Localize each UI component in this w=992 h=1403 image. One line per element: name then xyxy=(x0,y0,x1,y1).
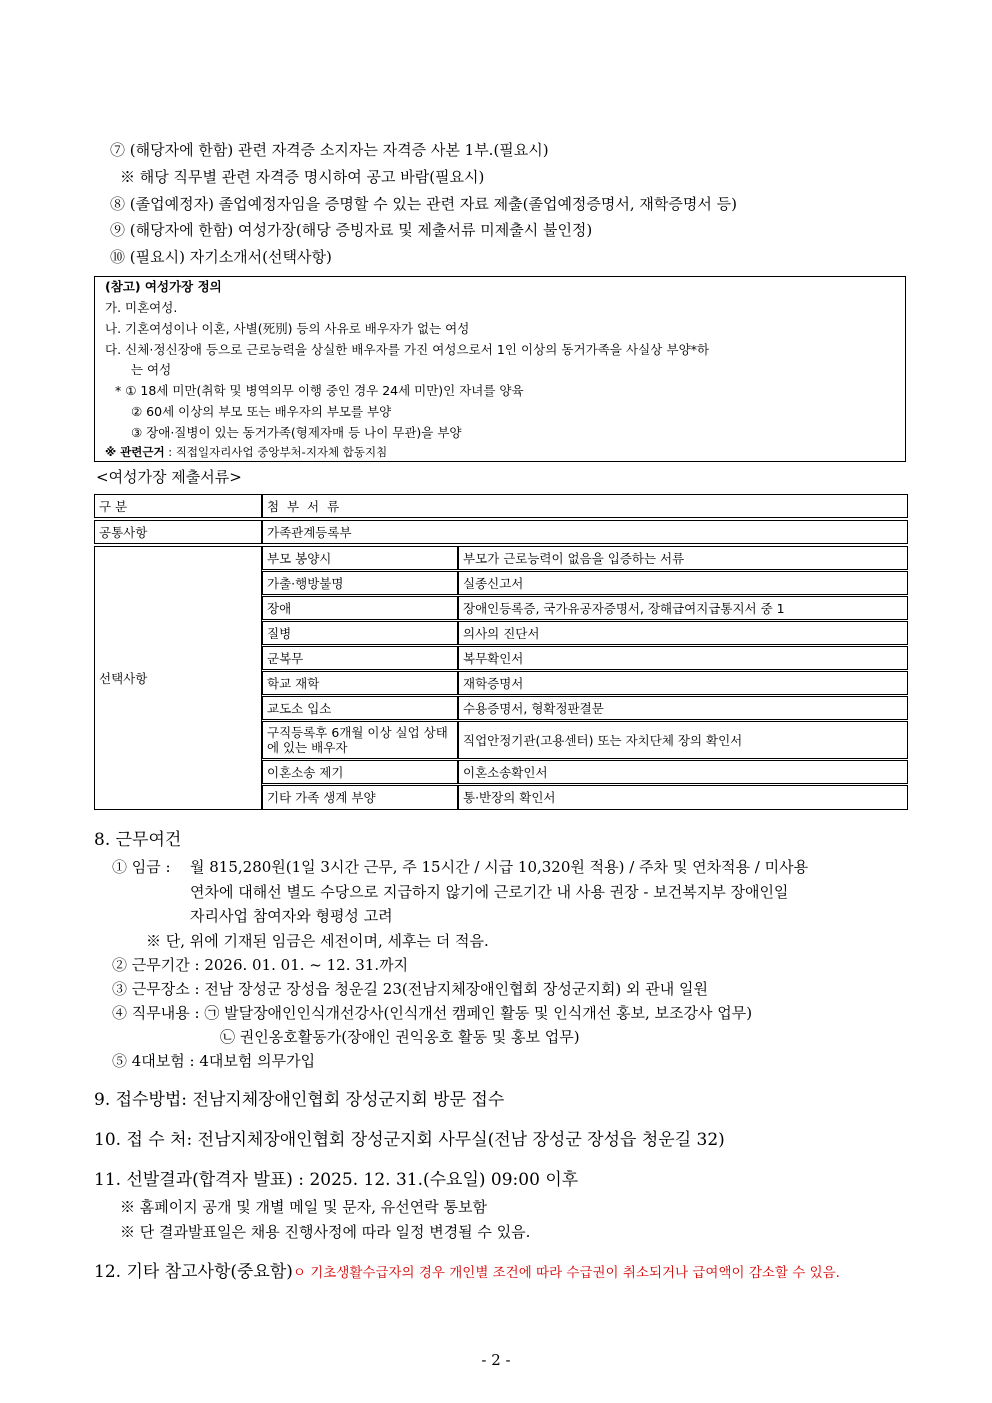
wage-line-2: 연차에 대해선 별도 수당으로 지급하지 않기에 근로기간 내 사용 권장 - 보건복지부 장애인일 xyxy=(190,883,789,901)
table-row-case: 가출·행방불명 xyxy=(262,571,458,595)
common-label: 공통사항 xyxy=(94,520,262,544)
work-place: ③ 근무장소 : 전남 장성군 장성읍 청운길 23(전남지체장애인협회 장성군지회) 외 관내 일원 xyxy=(112,980,708,998)
reference-item-da: 다. 신체·정신장애 등으로 근로능력을 상실한 배우자를 가진 여성으로서 1인 이상의 동거가족을 사실상 부양*하 xyxy=(105,342,710,357)
note-mark-icon: ※ xyxy=(105,445,121,459)
table-row-doc: 의사의 진단서 xyxy=(458,621,908,645)
section11-note-1: ※ 홈페이지 공개 및 개별 메일 및 문자, 유선연락 통보함 xyxy=(120,1198,487,1216)
section9: 9. 접수방법: 전남지체장애인협회 장성군지회 방문 접수 xyxy=(94,1090,505,1110)
table-row-case: 기타 가족 생계 부양 xyxy=(262,785,458,810)
table-row-doc: 직업안정기관(고용센터) 또는 자치단체 장의 확인서 xyxy=(458,721,908,759)
section12-note: ㅇ 기초생활수급자의 경우 개인별 조건에 따라 수급권이 취소되거나 급여액이 감소할 수 있음. xyxy=(292,1265,840,1281)
section10: 10. 접 수 처: 전남지체장애인협회 장성군지회 사무실(전남 장성군 장성읍 청운길 32) xyxy=(94,1130,725,1150)
reference-title: (참고) 여성가장 정의 xyxy=(105,279,222,294)
section11-note-2: ※ 단 결과발표일은 채용 진행사정에 따라 일정 변경될 수 있음. xyxy=(120,1223,531,1241)
table-row-case: 군복무 xyxy=(262,646,458,670)
wage-line-1: 월 815,280원(1일 3시간 근무, 주 15시간 / 시급 10,320원 적용) / 주차 및 연차적용 / 미사용 xyxy=(190,858,809,876)
table-row-case: 교도소 입소 xyxy=(262,696,458,720)
section8-title: 8. 근무여건 xyxy=(94,830,182,850)
table-row-case: 이혼소송 제기 xyxy=(262,760,458,784)
page-number: - 2 - xyxy=(481,1351,511,1369)
table-row-case: 장애 xyxy=(262,596,458,620)
doc-item-10: ⑩ (필요시) 자기소개서(선택사항) xyxy=(110,248,332,266)
table-row-doc: 실종신고서 xyxy=(458,571,908,595)
doc-item-9: ⑨ (해당자에 한함) 여성가장(해당 증빙자료 및 제출서류 미제출시 불인정) xyxy=(110,221,593,239)
common-value: 가족관계등록부 xyxy=(262,520,908,544)
work-period: ② 근무기간 : 2026. 01. 01. ~ 12. 31.까지 xyxy=(112,956,409,974)
doc-item-7-note: ※ 해당 직무별 관련 자격증 명시하여 공고 바람(필요시) xyxy=(120,168,485,186)
reference-basis xyxy=(105,444,387,461)
table-row-case: 학교 재학 xyxy=(262,671,458,695)
header-col1: 구 분 xyxy=(94,494,262,518)
table-row-case: 부모 봉양시 xyxy=(262,546,458,570)
table-row-doc: 수용증명서, 형확정판결문 xyxy=(458,696,908,720)
docs-table-caption: <여성가장 제출서류> xyxy=(96,468,242,486)
table-row-doc: 재학증명서 xyxy=(458,671,908,695)
section12 xyxy=(94,1260,840,1284)
wage-label: ① 임금 : xyxy=(112,858,171,876)
reference-sub-1: * ① 18세 미만(취학 및 병역의무 이행 중인 경우 24세 미만)인 자녀를 양육 xyxy=(115,383,524,398)
optional-label: 선택사항 xyxy=(94,546,262,810)
wage-note: ※ 단, 위에 기재된 임금은 세전이며, 세후는 더 적음. xyxy=(146,932,489,950)
table-row-doc: 이혼소송확인서 xyxy=(458,760,908,784)
table-row-doc: 부모가 근로능력이 없음을 입증하는 서류 xyxy=(458,546,908,570)
table-row-case: 질병 xyxy=(262,621,458,645)
duty-2: ㉡ 권인옹호활동가(장애인 권익옹호 활동 및 홍보 업무) xyxy=(220,1028,580,1046)
reference-item-na: 나. 기혼여성이나 이혼, 사별(死別) 등의 사유로 배우자가 없는 여성 xyxy=(105,321,470,336)
reference-sub-2: ② 60세 이상의 부모 또는 배우자의 부모를 부양 xyxy=(131,404,392,419)
header-col2: 첨 부 서 류 xyxy=(262,494,908,518)
basis-text: : 직접일자리사업 중앙부처-지자체 합동지침 xyxy=(164,445,388,459)
table-row-case: 구직등록후 6개월 이상 실업 상태에 있는 배우자 xyxy=(262,721,458,759)
section12-title: 12. 기타 참고사항(중요함) xyxy=(94,1262,293,1282)
insurance: ⑤ 4대보험 : 4대보험 의무가입 xyxy=(112,1052,316,1070)
reference-item-da-cont: 는 여성 xyxy=(131,362,172,377)
duty-1: ④ 직무내용 : ㉠ 발달장애인인식개선강사(인식개선 캠페인 활동 및 인식개선 홍보, 보조강사 업무) xyxy=(112,1004,753,1022)
reference-sub-3: ③ 장애·질병이 있는 동거가족(형제자매 등 나이 무관)을 부양 xyxy=(131,425,462,440)
section11-title: 11. 선발결과(합격자 발표) : 2025. 12. 31.(수요일) 09:00 이후 xyxy=(94,1170,579,1190)
basis-label: 관련근거 xyxy=(120,445,165,459)
wage-line-3: 자리사업 참여자와 형평성 고려 xyxy=(190,907,393,925)
table-row-doc: 복무확인서 xyxy=(458,646,908,670)
reference-item-ga: 가. 미혼여성. xyxy=(105,300,178,315)
doc-item-7: ⑦ (해당자에 한함) 관련 자격증 소지자는 자격증 사본 1부.(필요시) xyxy=(110,141,549,159)
table-row-doc: 장애인등록증, 국가유공자증명서, 장해급여지급통지서 중 1 xyxy=(458,596,908,620)
reference-box xyxy=(94,276,906,462)
doc-item-8: ⑧ (졸업예정자) 졸업예정자임을 증명할 수 있는 관련 자료 제출(졸업예정증명서, 재학증명서 등) xyxy=(110,195,737,213)
table-row-doc: 통·반장의 확인서 xyxy=(458,785,908,810)
